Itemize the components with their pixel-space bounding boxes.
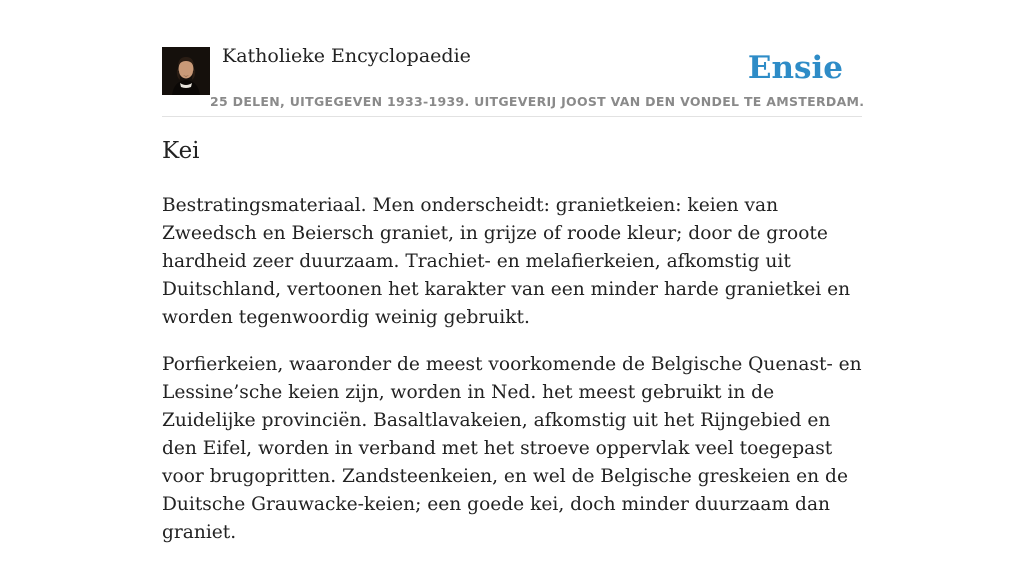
article-paragraph: Bestratingsmateriaal. Men onderscheidt: granietkeien: keien van Zweedsch en Beiersch graniet, in grijze of roode kleur; door de groote hardheid zeer duurzaam. Trachiet- en melafierkeien, afkomstig uit Duitschland, vertoonen het karakter van een minder harde granietkei en worden tegenwoordig weinig gebruikt. xyxy=(162,195,851,328)
source-subtitle: 25 DELEN, UITGEGEVEN 1933-1939. UITGEVERIJ JOOST VAN DEN VONDEL TE AMSTERDAM. xyxy=(210,94,865,109)
portrait-icon xyxy=(162,47,210,95)
article-paragraph: Porfierkeien, waaronder de meest voorkomende de Belgische Quenast- en Lessine’sche keien zijn, worden in Ned. het meest gebruikt in de Zuidelijke provinciën. Basaltlavakeien, afkomstig uit het Rijngebied en den Eifel, worden in verband met het stroeve oppervlak veel toegepast voor brugopritten. Zandsteenkeien, en wel de Belgische greskeien en de Duitsche Grauwacke-keien; een goede kei, doch minder duurzaam dan graniet. xyxy=(162,354,862,543)
article-title: Kei xyxy=(162,138,200,164)
source-header xyxy=(162,44,865,117)
article-body xyxy=(162,192,862,566)
source-avatar[interactable] xyxy=(162,47,210,95)
ensie-logo-link[interactable]: Ensie xyxy=(747,50,843,86)
source-title[interactable]: Katholieke Encyclopaedie xyxy=(222,45,471,67)
